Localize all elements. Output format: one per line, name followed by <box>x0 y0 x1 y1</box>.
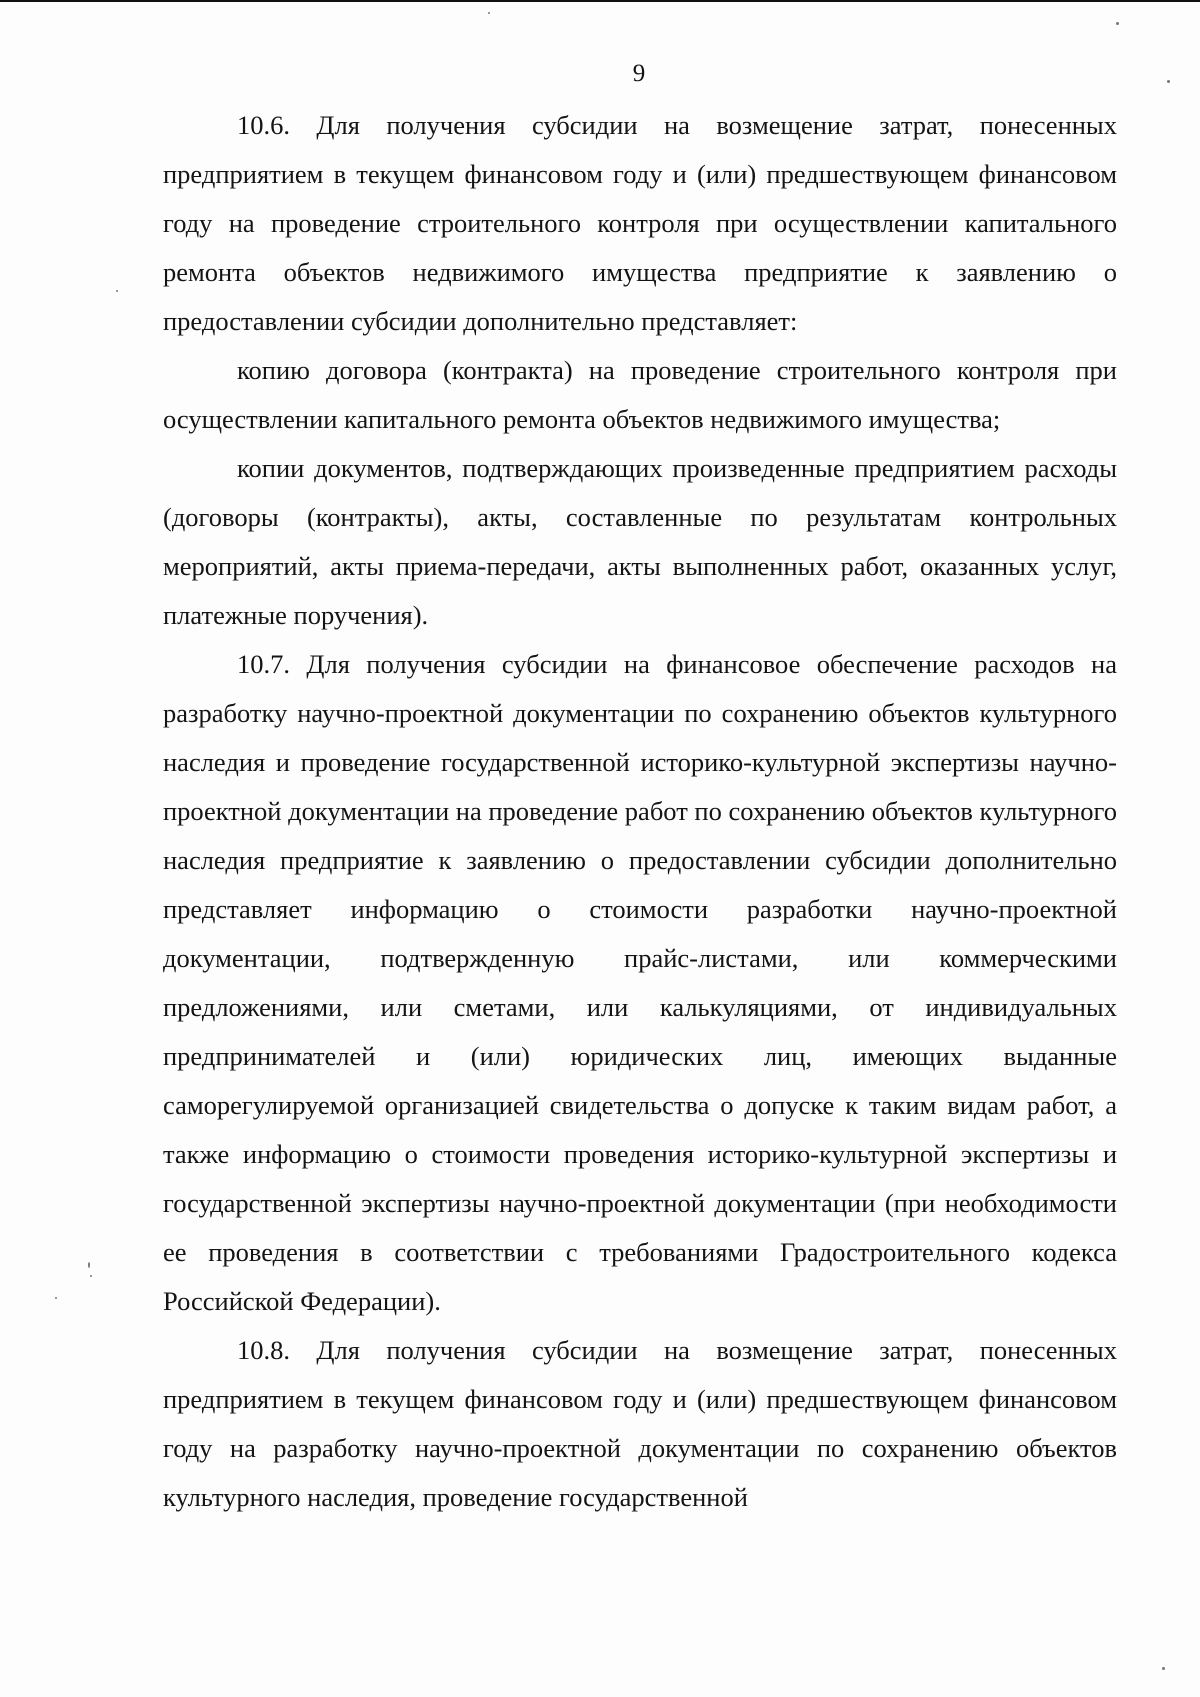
page-number: 9 <box>632 60 646 87</box>
scan-speck <box>1162 1667 1165 1670</box>
scan-speck <box>55 1297 57 1299</box>
document-body <box>163 101 1117 1522</box>
scan-speck <box>90 1275 92 1277</box>
paragraph-10-7: 10.7. Для получения субсидии на финансовое обеспечение расходов на разработку научно-проектной документации по сохранению объектов культурного наследия и проведение государственной историко-культурной экспертизы научно-проектной документации на проведение работ по сохранению объектов культурного наследия предприятие к заявлению о предоставлении субсидии дополнительно представляет информацию о стоимости разработки научно-проектной документации, подтвержденную прайс-листами, или коммерческими предложениями, или сметами, или калькуляциями, от индивидуальных предпринимателей и (или) юридических лиц, имеющих выданные саморегулируемой организацией свидетельства о допуске к таким видам работ, а также информацию о стоимости проведения историко-культурной экспертизы и государственной экспертизы научно-проектной документации (при необходимости ее проведения в соответствии с требованиями Градостроительного кодекса Российской Федерации). <box>163 649 1117 1316</box>
scan-top-edge <box>0 0 1200 2</box>
scan-speck <box>488 12 490 14</box>
paragraph-10-6: 10.6. Для получения субсидии на возмещение затрат, понесенных предприятием в текущем финансовом году и (или) предшествующем финансовом году на проведение строительного контроля при осуществлении капитального ремонта объектов недвижимого имущества предприятие к заявлению о предоставлении субсидии дополнительно представляет: <box>163 110 1117 336</box>
paragraph-expense-documents: копии документов, подтверждающих произведенные предприятием расходы (договоры (контракты), акты, составленные по результатам контрольных мероприятий, акты приема-передачи, акты выполненных работ, оказанных услуг, платежные поручения). <box>163 453 1117 630</box>
scan-speck <box>1116 22 1119 25</box>
scan-speck <box>116 290 118 292</box>
paragraph-contract-copy: копию договора (контракта) на проведение строительного контроля при осуществлении капитального ремонта объектов недвижимого имущества; <box>163 355 1117 434</box>
paragraph-10-8: 10.8. Для получения субсидии на возмещение затрат, понесенных предприятием в текущем финансовом году и (или) предшествующем финансовом году на разработку научно-проектной документации по сохранению объектов культурного наследия, проведение государственной <box>163 1335 1117 1512</box>
scan-speck <box>1167 80 1170 83</box>
scan-speck <box>88 1262 90 1268</box>
